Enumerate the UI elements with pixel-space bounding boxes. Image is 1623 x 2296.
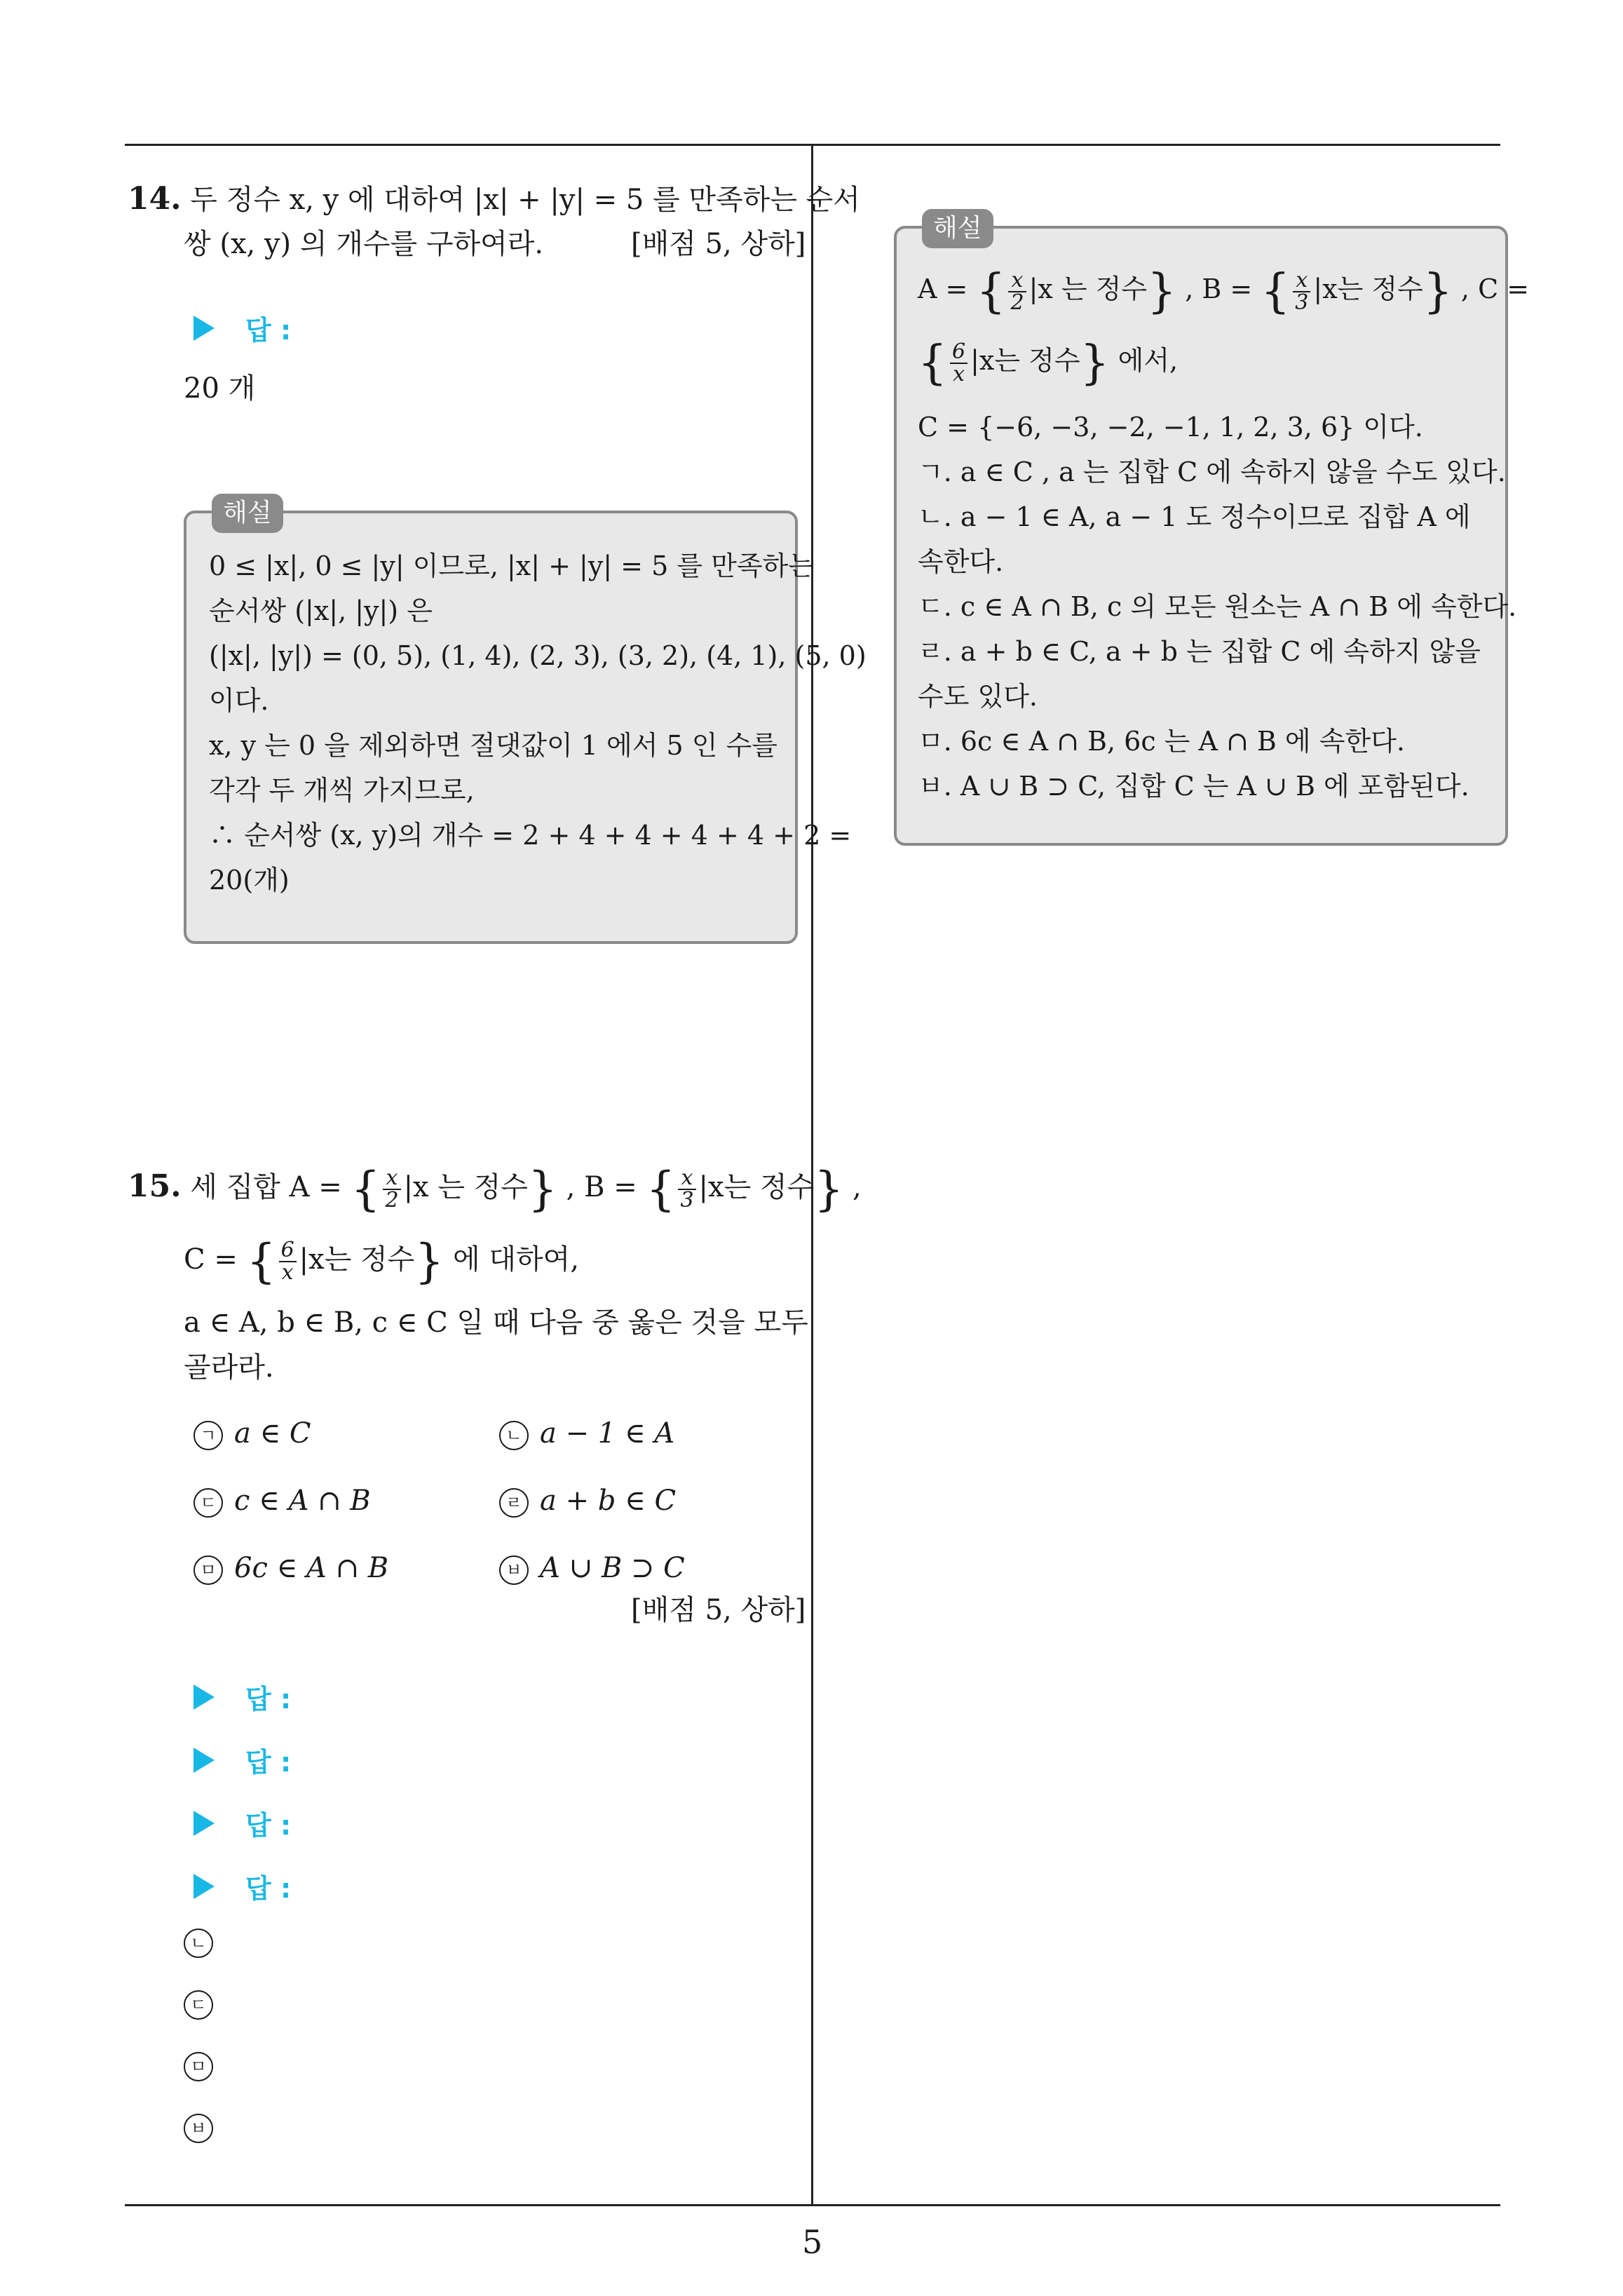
circled-mark-icon: ㄴ (499, 1421, 529, 1450)
left-brace-icon: { (976, 264, 1006, 318)
q15-expl-line-5: ㄹ. a + b ∈ C, a + b 는 집합 C 에 속하지 않을 (918, 636, 1481, 667)
q15-option-1: ㄱ a ∈ C (193, 1415, 311, 1452)
left-brace-icon: { (646, 1162, 676, 1216)
q14-explanation-box (184, 499, 867, 944)
q14-expl-line-6: ∴ 순서쌍 (x, y)의 개수 = 2 + 4 + 4 + 4 + 4 + 2 = (209, 820, 852, 851)
q15-option-2: ㄴ a − 1 ∈ A (499, 1415, 674, 1452)
q14-expl-line-0: 0 ≤ |x|, 0 ≤ |y| 이므로, |x| + |y| = 5 를 만족하는 (209, 551, 814, 581)
circled-mark-icon: ㄱ (193, 1421, 223, 1450)
right-brace-icon: } (1422, 264, 1453, 318)
q15-answer-row-3: 답 : (193, 1804, 291, 1842)
q15-explanation-box (894, 214, 1530, 846)
answer-arrow-icon (193, 316, 215, 341)
q15-line4: 골라라. (184, 1351, 274, 1384)
q15-intro: 세 집합 A = (190, 1171, 342, 1203)
q14-expl-line-3: 이다. (209, 685, 269, 716)
q15-set-c-cond: |x는 정수 (299, 1243, 415, 1276)
q14-line1 (128, 181, 860, 218)
q15-line2 (184, 1231, 579, 1290)
q14-explanation-tag: 해설 (212, 494, 283, 533)
circled-mark-icon: ㄹ (499, 1488, 529, 1518)
q15-option-5: ㅁ 6c ∈ A ∩ B (193, 1550, 388, 1586)
q14-text-line2: 쌍 (x, y) 의 개수를 구하여라. (184, 228, 544, 260)
q15-number: 15. (128, 1168, 182, 1204)
answer-arrow-icon (193, 1811, 215, 1836)
q14-expl-line-5: 각각 두 개씩 가지므로, (209, 775, 475, 806)
q15-answer-row-4: 답 : (193, 1867, 291, 1905)
q15-set-a-cond: |x 는 정수 (403, 1171, 528, 1203)
q14-expl-line-4: x, y 는 0 을 제외하면 절댓값이 1 에서 5 인 수를 (209, 730, 777, 761)
q15-set-a-fraction: $\frac{x}{2}$ (383, 1168, 400, 1211)
q14-score: [배점 5, 상하] (631, 228, 806, 260)
q15-score: [배점 5, 상하] (631, 1594, 806, 1626)
q15-after-c: 에 대하여, (453, 1243, 580, 1276)
left-brace-icon: { (351, 1162, 381, 1216)
circled-mark-icon: ㄷ (193, 1488, 223, 1518)
q15-set-b-fraction: $\frac{x}{3}$ (678, 1168, 695, 1211)
q15-explanation-tag: 해설 (922, 209, 993, 248)
q14-answer-row (193, 309, 291, 347)
q15-answer-1: ㄴ (184, 1923, 224, 1959)
q15-set-c-label: C = (184, 1243, 238, 1276)
q15-answer-2: ㄷ (184, 1985, 224, 2021)
left-brace-icon: { (918, 335, 947, 390)
right-brace-icon: } (527, 1162, 557, 1216)
q15-answer-3: ㅁ (184, 2046, 224, 2083)
answer-arrow-icon (193, 1684, 215, 1710)
q15-answer-row-1: 답 : (193, 1677, 291, 1716)
q14-text-line1: 두 정수 x, y 에 대하여 |x| + |y| = 5 를 만족하는 순서 (190, 184, 860, 216)
q14-expl-line-1: 순서쌍 (|x|, |y|) 은 (209, 595, 433, 626)
q15-option-4: ㄹ a + b ∈ C (499, 1483, 676, 1519)
q15-set-b-cond: |x는 정수 (698, 1171, 815, 1203)
circled-mark-icon: ㅂ (499, 1555, 529, 1585)
q15-expl-sets-line2: { $\frac{6}{x}$ |x는 정수} 에서, (918, 335, 1179, 390)
q14-answer-label: 답 : (245, 315, 292, 346)
circled-mark-icon: ㅁ (193, 1555, 223, 1585)
q14-answer: 20 개 (184, 372, 256, 405)
right-brace-icon: } (414, 1234, 444, 1288)
q15-expl-line-2: ㄴ. a − 1 ∈ A, a − 1 도 정수이므로 집합 A 에 (918, 501, 1471, 532)
q14-expl-line-2: (|x|, |y|) = (0, 5), (1, 4), (2, 3), (3, 2), (4, 1), (5, 0) (209, 640, 867, 671)
q15-option-3: ㄷ c ∈ A ∩ B (193, 1483, 371, 1519)
q15-expl-line-8: ㅂ. A ∪ B ⊃ C, 집합 C 는 A ∪ B 에 포함된다. (918, 771, 1469, 802)
q14-number: 14. (128, 181, 182, 217)
left-brace-icon: { (1261, 264, 1291, 318)
q15-answer-row-2: 답 : (193, 1741, 291, 1779)
q15-option-6: ㅂ A ∪ B ⊃ C (499, 1550, 685, 1586)
answer-arrow-icon (193, 1874, 215, 1899)
q15-answer-4: ㅂ (184, 2108, 224, 2145)
q15-expl-line-7: ㅁ. 6c ∈ A ∩ B, 6c 는 A ∩ B 에 속한다. (918, 726, 1405, 757)
q15-set-c-fraction: $\frac{6}{x}$ (279, 1240, 297, 1283)
page-number: 5 (802, 2223, 823, 2261)
bottom-rule (125, 2204, 1500, 2206)
q15-expl-line-3: 속한다. (918, 546, 1004, 577)
q15-comma: , (852, 1171, 862, 1203)
q15-expl-line-1: ㄱ. a ∈ C , a 는 집합 C 에 속하지 않을 수도 있다. (918, 457, 1506, 487)
q14-expl-line-7: 20(개) (209, 865, 290, 896)
q15-expl-line-0: C = {−6, −3, −2, −1, 1, 2, 3, 6} 이다. (918, 412, 1423, 443)
q15-line1 (128, 1159, 862, 1217)
q15-set-b-label: , B = (566, 1171, 637, 1203)
q14-line2 (184, 226, 543, 262)
left-brace-icon: { (246, 1234, 276, 1288)
right-brace-icon: } (814, 1162, 844, 1216)
q15-line3: a ∈ A, b ∈ B, c ∈ C 일 때 다음 중 옳은 것을 모두 (184, 1306, 808, 1339)
q15-expl-line-6: 수도 있다. (918, 681, 1038, 712)
right-brace-icon: } (1080, 335, 1110, 390)
q15-expl-line-4: ㄷ. c ∈ A ∩ B, c 의 모든 원소는 A ∩ B 에 속한다. (918, 591, 1517, 622)
q15-expl-sets-line1: A = { $\frac{x}{2}$ |x 는 정수} , B = { $\frac{x}{3}$ |x는 정수} , C = (918, 264, 1530, 318)
right-brace-icon: } (1147, 264, 1177, 318)
answer-arrow-icon (193, 1748, 215, 1773)
